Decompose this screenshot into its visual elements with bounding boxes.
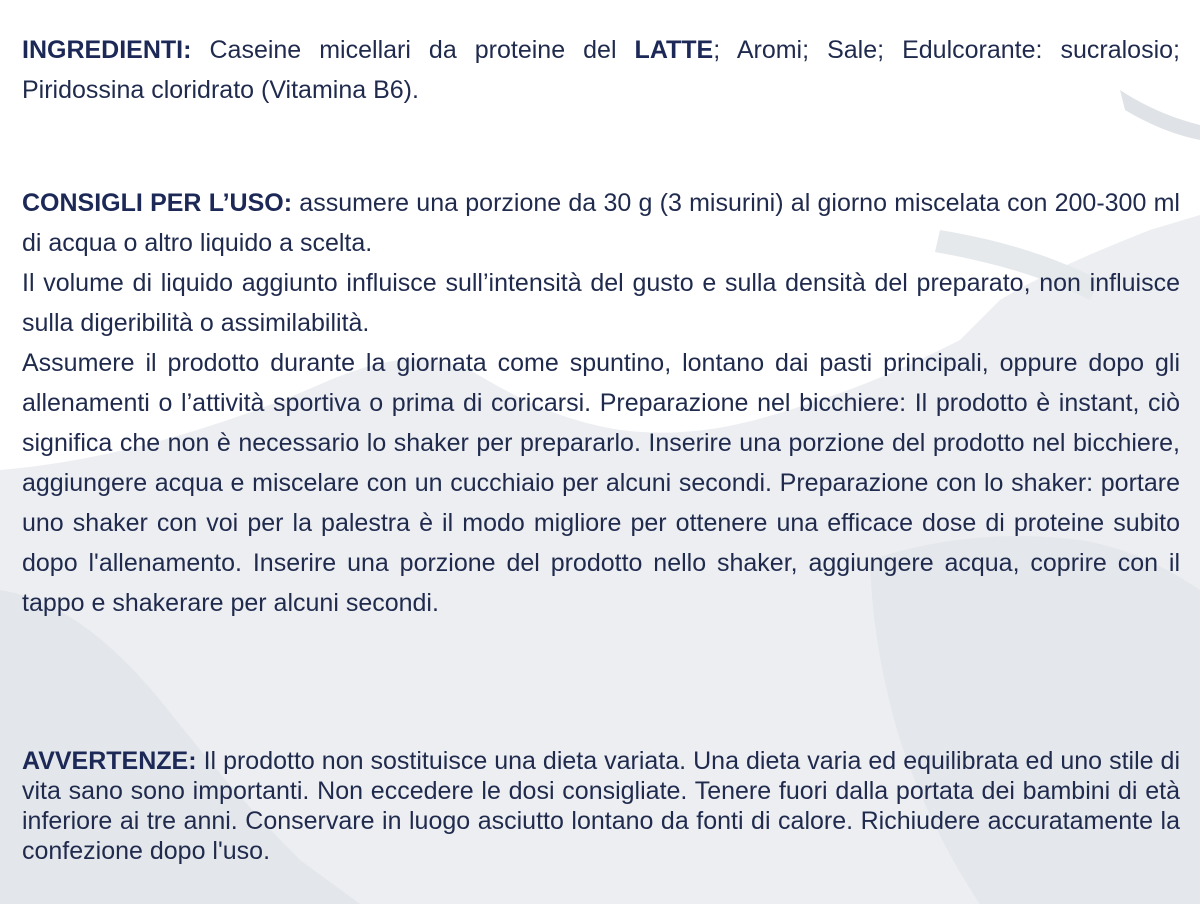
warnings-paragraph xyxy=(22,746,1180,866)
usage-intro-text: assumere una porzione da 30 g (3 misurini) al giorno miscelata con 200-300 ml di acqua o altro liquido a scelta. xyxy=(22,189,1180,257)
usage-heading: CONSIGLI PER L’USO: xyxy=(22,189,293,217)
usage-preparation-paragraph: Assumere il prodotto durante la giornata come spuntino, lontano dai pasti principali, oppure dopo gli allenamenti o l’attività sportiva o prima di coricarsi. Preparazione nel bicchiere: Il prodotto è instant, ciò significa che non è necessario lo shaker per prepararlo. Inserire una porzione del prodotto nel bicchiere, aggiungere acqua e miscelare con un cucchiaio per alcuni secondi. Preparazione con lo shaker: portare uno shaker con voi per la palestra è il modo migliore per ottenere una efficace dose di proteine subito dopo l'allenamento. Inserire una porzione del prodotto nello shaker, aggiungere acqua, coprire con il tappo e shakerare per alcuni secondi. xyxy=(22,349,1180,617)
warnings-text: Il prodotto non sostituisce una dieta variata. Una dieta varia ed equilibrata ed uno stile di vita sano sono importanti. Non eccedere le dosi consigliate. Tenere fuori dalla portata dei bambini di età inferiore ai tre anni. Conservare in luogo asciutto lontano da fonti di calore. Richiudere accuratamente la confezione dopo l'uso. xyxy=(22,747,1180,865)
usage-section xyxy=(22,183,1180,623)
ingredients-section xyxy=(22,30,1180,110)
ingredients-text-end: ; Aromi; Sale; Edulcorante: sucralosio; Piridossina cloridrato (Vitamina B6). xyxy=(22,36,1180,104)
ingredients-text-start: Caseine micellari da proteine del xyxy=(191,36,635,64)
warnings-section xyxy=(22,746,1180,866)
ingredients-heading: INGREDIENTI: xyxy=(22,36,192,64)
warnings-heading: AVVERTENZE: xyxy=(22,747,197,775)
usage-intro-paragraph xyxy=(22,183,1180,263)
allergen-milk: LATTE xyxy=(634,36,714,64)
usage-volume-paragraph: Il volume di liquido aggiunto influisce sull’intensità del gusto e sulla densità del preparato, non influisce sulla digeribilità o assimilabilità. xyxy=(22,269,1180,337)
ingredients-paragraph xyxy=(22,30,1180,110)
